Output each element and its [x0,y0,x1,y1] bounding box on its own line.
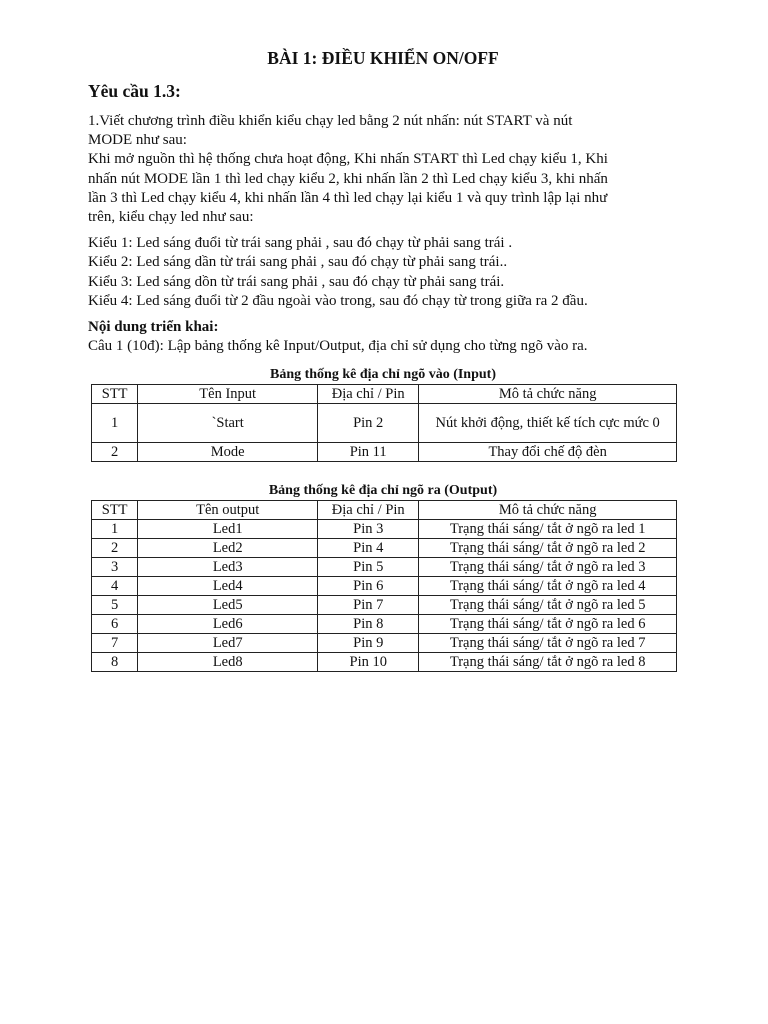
mode-item: Kiểu 4: Led sáng đuổi từ 2 đầu ngoài vào trong, sau đó chạy từ trong giữa ra 2 đầu. [88,292,588,309]
table-row [92,404,677,443]
table-cell: Trạng thái sáng/ tắt ở ngõ ra led 4 [419,577,677,596]
table-cell: Led4 [138,577,318,596]
table-row [92,634,677,653]
mode-item: Kiểu 1: Led sáng đuổi từ trái sang phải , sau đó chạy từ phải sang trái . [88,235,513,252]
table-cell: Pin 7 [318,596,419,615]
table-cell: 8 [92,653,138,672]
mode-item: Kiểu 2: Led sáng dần từ trái sang phải , sau đó chạy từ phải sang trái.. [88,254,508,271]
intro-line: Khi mở nguồn thì hệ thống chưa hoạt động, Khi nhấn START thì Led chạy kiểu 1, Khi [88,151,608,168]
table-cell: Led7 [138,634,318,653]
table-cell: 2 [92,539,138,558]
table-cell: Pin 6 [318,577,419,596]
document-page [88,46,678,672]
mode-list [88,234,678,311]
table-cell: Led5 [138,596,318,615]
table-cell: Trạng thái sáng/ tắt ở ngõ ra led 5 [419,596,677,615]
header-cell: Địa chỉ / Pin [318,385,419,404]
table-cell: 1 [92,520,138,539]
table-cell: Led6 [138,615,318,634]
output-table-caption: Bảng thống kê địa chỉ ngõ ra (Output) [268,483,498,499]
table-row [92,615,677,634]
table-cell: Trạng thái sáng/ tắt ở ngõ ra led 2 [419,539,677,558]
header-cell: STT [92,385,138,404]
intro-line: 1.Viết chương trình điều khiển kiểu chạy led bằng 2 nút nhấn: nút START và nút [88,113,573,129]
table-cell: 3 [92,558,138,577]
intro-line: nhấn nút MODE lần 1 thì led chạy kiểu 2, khi nhấn lần 2 thì Led chạy kiểu 3, khi nhấn [88,170,608,187]
table-cell: 5 [92,596,138,615]
header-cell: Mô tả chức năng [419,385,677,404]
table-row [92,443,677,462]
table-cell: Trạng thái sáng/ tắt ở ngõ ra led 8 [419,653,677,672]
table-cell: Pin 11 [318,443,419,462]
table-cell: Trạng thái sáng/ tắt ở ngõ ra led 6 [419,615,677,634]
table-cell: Led8 [138,653,318,672]
table-row [92,520,677,539]
table-cell: Pin 5 [318,558,419,577]
table-cell: Led1 [138,520,318,539]
table-cell: Pin 8 [318,615,419,634]
table-cell: Pin 4 [318,539,419,558]
table-cell: Trạng thái sáng/ tắt ở ngõ ra led 3 [419,558,677,577]
input-table [91,384,677,462]
header-cell: Địa chỉ / Pin [318,501,419,520]
header-cell: STT [92,501,138,520]
intro-line: trên, kiểu chạy led như sau: [88,209,254,226]
output-table [91,500,677,672]
question-text: Câu 1 (10đ): Lập bảng thống kê Input/Output, địa chỉ sử dụng cho từng ngõ vào ra. [88,338,588,355]
table-row [92,539,677,558]
document-title: BÀI 1: ĐIỀU KHIỂN ON/OFF [267,48,499,68]
table-cell: 2 [92,443,138,462]
table-row [92,577,677,596]
table-cell: Trạng thái sáng/ tắt ở ngõ ra led 7 [419,634,677,653]
table-row [92,558,677,577]
table-header-row [92,501,677,520]
table-cell: 6 [92,615,138,634]
header-cell: Mô tả chức năng [419,501,677,520]
table-cell: Mode [138,443,318,462]
table-header-row [92,385,677,404]
table-cell: Pin 10 [318,653,419,672]
table-row [92,596,677,615]
table-cell: Pin 3 [318,520,419,539]
requirement-heading: Yêu cầu 1.3: [88,81,181,101]
table-row [92,653,677,672]
table-cell: Pin 9 [318,634,419,653]
input-table-caption: Bảng thống kê địa chỉ ngõ vào (Input) [269,367,496,383]
table-cell: Led2 [138,539,318,558]
table-cell: 1 [92,404,138,443]
intro-line: MODE như sau: [88,132,187,149]
intro-paragraph [88,112,678,227]
mode-item: Kiểu 3: Led sáng dồn từ trái sang phải , sau đó chạy từ phải sang trái. [88,273,505,290]
table-cell: `Start [138,404,318,443]
table-cell: 7 [92,634,138,653]
table-cell: 4 [92,577,138,596]
header-cell: Tên Input [138,385,318,404]
header-cell: Tên output [138,501,318,520]
table-cell: Nút khởi động, thiết kế tích cực mức 0 [419,404,677,443]
table-cell: Led3 [138,558,318,577]
table-cell: Pin 2 [318,404,419,443]
table-cell: Trạng thái sáng/ tắt ở ngõ ra led 1 [419,520,677,539]
intro-line: lần 3 thì Led chạy kiểu 4, khi nhấn lần 4 thì led chạy lại kiểu 1 và quy trình lập lại như [88,189,608,206]
content-heading: Nội dung triển khai: [88,319,219,336]
table-cell: Thay đổi chế độ đèn [419,443,677,462]
